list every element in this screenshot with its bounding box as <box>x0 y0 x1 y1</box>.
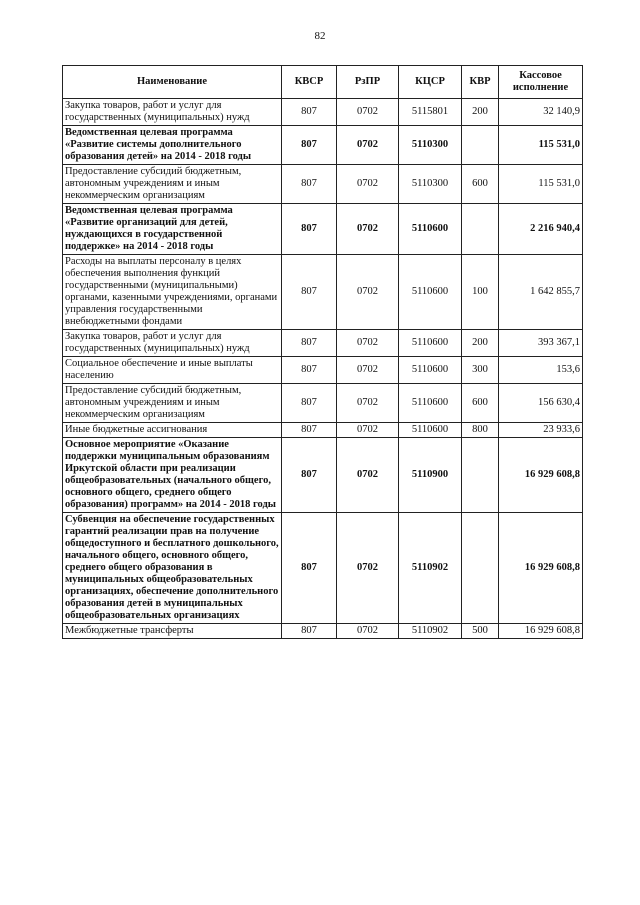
row-amount-cell: 115 531,0 <box>499 126 583 165</box>
row-kvr-cell: 100 <box>462 255 499 330</box>
row-name-cell: Субвенция на обеспечение государственных гарантий реализации прав на получение общедоступного и бесплатного дошкольного, начального общего, основного общего, среднего общего образования в муниципальных общеобразовательных организациях, обеспечение дополнительного образования детей в муниципальных общеобразовательных организациях <box>63 513 282 624</box>
row-name-cell: Межбюджетные трансферты <box>63 624 282 639</box>
row-kvr-cell <box>462 126 499 165</box>
row-rzpr-cell: 0702 <box>337 255 399 330</box>
table-row <box>63 438 583 513</box>
header-amount: Кассовое исполнение <box>499 66 583 99</box>
row-kvsr-cell: 807 <box>282 438 337 513</box>
row-rzpr-cell: 0702 <box>337 204 399 255</box>
row-name-cell: Расходы на выплаты персоналу в целях обеспечения выполнения функций государственными (муниципальными) органами, казенными учреждениями, органами управления государственными внебюджетными фондами <box>63 255 282 330</box>
row-kvsr-cell: 807 <box>282 99 337 126</box>
row-amount-cell: 23 933,6 <box>499 423 583 438</box>
row-amount-cell: 32 140,9 <box>499 99 583 126</box>
table-row <box>63 357 583 384</box>
row-kvr-cell: 300 <box>462 357 499 384</box>
row-kcsr-cell: 5110600 <box>399 255 462 330</box>
row-amount-cell: 115 531,0 <box>499 165 583 204</box>
row-kcsr-cell: 5110600 <box>399 384 462 423</box>
table-body <box>63 99 583 639</box>
row-kcsr-cell: 5110902 <box>399 513 462 624</box>
row-amount-cell: 1 642 855,7 <box>499 255 583 330</box>
table-row <box>63 330 583 357</box>
row-kcsr-cell: 5110300 <box>399 165 462 204</box>
row-amount-cell: 16 929 608,8 <box>499 438 583 513</box>
row-kvsr-cell: 807 <box>282 255 337 330</box>
row-name-cell: Ведомственная целевая программа «Развитие организаций для детей, нуждающихся в государственной поддержке» на 2014 - 2018 годы <box>63 204 282 255</box>
table-row <box>63 204 583 255</box>
row-kvr-cell: 800 <box>462 423 499 438</box>
table-row <box>63 513 583 624</box>
row-amount-cell: 153,6 <box>499 357 583 384</box>
row-name-cell: Предоставление субсидий бюджетным, автономным учреждениям и иным некоммерческим организациям <box>63 165 282 204</box>
row-kcsr-cell: 5110900 <box>399 438 462 513</box>
table-row <box>63 384 583 423</box>
table-row <box>63 99 583 126</box>
row-rzpr-cell: 0702 <box>337 330 399 357</box>
table-row <box>63 126 583 165</box>
row-rzpr-cell: 0702 <box>337 423 399 438</box>
row-kvsr-cell: 807 <box>282 384 337 423</box>
table-row <box>63 423 583 438</box>
row-amount-cell: 2 216 940,4 <box>499 204 583 255</box>
header-name: Наименование <box>63 66 282 99</box>
row-kvr-cell <box>462 513 499 624</box>
row-name-cell: Социальное обеспечение и иные выплаты населению <box>63 357 282 384</box>
row-rzpr-cell: 0702 <box>337 384 399 423</box>
row-kvsr-cell: 807 <box>282 513 337 624</box>
row-kvr-cell <box>462 438 499 513</box>
table-row <box>63 165 583 204</box>
row-name-cell: Предоставление субсидий бюджетным, автономным учреждениям и иным некоммерческим организациям <box>63 384 282 423</box>
row-name-cell: Закупка товаров, работ и услуг для государственных (муниципальных) нужд <box>63 330 282 357</box>
row-kcsr-cell: 5110600 <box>399 357 462 384</box>
row-kvsr-cell: 807 <box>282 165 337 204</box>
table-header-row <box>63 66 583 99</box>
row-kvsr-cell: 807 <box>282 357 337 384</box>
row-kvsr-cell: 807 <box>282 330 337 357</box>
row-rzpr-cell: 0702 <box>337 624 399 639</box>
row-rzpr-cell: 0702 <box>337 438 399 513</box>
row-kvsr-cell: 807 <box>282 126 337 165</box>
header-kvsr: КВСР <box>282 66 337 99</box>
row-kvsr-cell: 807 <box>282 624 337 639</box>
row-kvr-cell: 200 <box>462 330 499 357</box>
budget-execution-table <box>62 65 583 639</box>
row-kcsr-cell: 5110600 <box>399 330 462 357</box>
row-name-cell: Закупка товаров, работ и услуг для государственных (муниципальных) нужд <box>63 99 282 126</box>
row-kvr-cell: 600 <box>462 384 499 423</box>
row-kcsr-cell: 5115801 <box>399 99 462 126</box>
header-kvr: КВР <box>462 66 499 99</box>
row-kcsr-cell: 5110600 <box>399 423 462 438</box>
row-kcsr-cell: 5110300 <box>399 126 462 165</box>
row-amount-cell: 16 929 608,8 <box>499 624 583 639</box>
header-rzpr: РзПР <box>337 66 399 99</box>
row-rzpr-cell: 0702 <box>337 357 399 384</box>
row-name-cell: Основное мероприятие «Оказание поддержки муниципальным образованиям Иркутской области при реализации общеобразовательных (начального общего, основного общего, среднего общего образования) программ» на 2014 - 2018 годы <box>63 438 282 513</box>
row-kcsr-cell: 5110600 <box>399 204 462 255</box>
row-amount-cell: 16 929 608,8 <box>499 513 583 624</box>
page-number: 82 <box>314 30 326 42</box>
row-rzpr-cell: 0702 <box>337 126 399 165</box>
header-kcsr: КЦСР <box>399 66 462 99</box>
row-kvr-cell <box>462 204 499 255</box>
row-amount-cell: 156 630,4 <box>499 384 583 423</box>
row-kcsr-cell: 5110902 <box>399 624 462 639</box>
row-kvr-cell: 500 <box>462 624 499 639</box>
row-rzpr-cell: 0702 <box>337 513 399 624</box>
row-amount-cell: 393 367,1 <box>499 330 583 357</box>
row-name-cell: Иные бюджетные ассигнования <box>63 423 282 438</box>
row-kvr-cell: 600 <box>462 165 499 204</box>
row-rzpr-cell: 0702 <box>337 165 399 204</box>
row-kvr-cell: 200 <box>462 99 499 126</box>
table-row <box>63 624 583 639</box>
row-kvsr-cell: 807 <box>282 204 337 255</box>
row-kvsr-cell: 807 <box>282 423 337 438</box>
row-rzpr-cell: 0702 <box>337 99 399 126</box>
row-name-cell: Ведомственная целевая программа «Развитие системы дополнительного образования детей» на 2014 - 2018 годы <box>63 126 282 165</box>
table-row <box>63 255 583 330</box>
